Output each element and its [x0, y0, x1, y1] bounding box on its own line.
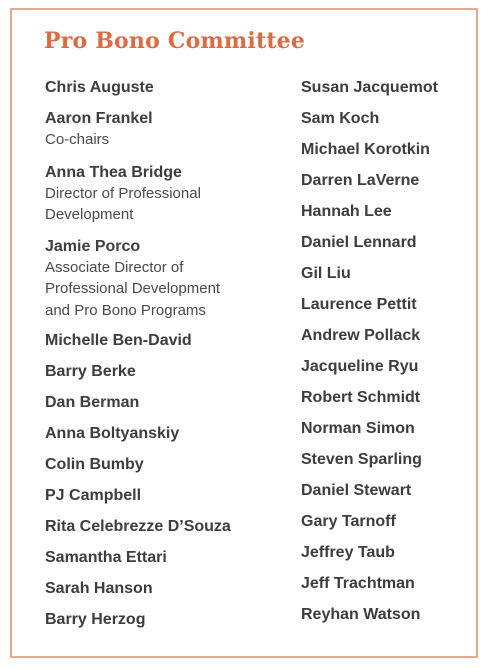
committee-member-entry: [45, 455, 231, 475]
committee-member-entry: [301, 543, 438, 563]
committee-member-entry: [301, 481, 438, 501]
member-name: Susan Jacquemot: [301, 79, 438, 96]
member-name: Jacqueline Ryu: [301, 358, 419, 375]
committee-member-entry: [45, 237, 231, 322]
committee-member-entry: [301, 605, 438, 625]
page-title: Pro Bono Committee: [44, 28, 306, 54]
member-name: Jamie Porco: [45, 237, 141, 255]
member-name: Michael Korotkin: [301, 141, 430, 158]
member-name: Norman Simon: [301, 420, 415, 437]
member-name: Andrew Pollack: [301, 327, 421, 344]
member-role: Co-chairs: [45, 131, 110, 148]
member-name: Chris Auguste: [45, 79, 154, 96]
committee-member-entry: [45, 362, 231, 382]
committee-member-entry: [45, 163, 231, 226]
member-name: Steven Sparling: [301, 451, 422, 468]
member-name: Daniel Lennard: [301, 234, 417, 251]
member-role-line: and Pro Bono Programs: [45, 301, 206, 319]
member-name: Gil Liu: [301, 265, 351, 282]
member-name: Jeffrey Taub: [301, 544, 395, 561]
committee-member-entry: [301, 450, 438, 470]
committee-member-entry: [301, 202, 438, 222]
committee-member-entry: [301, 233, 438, 253]
committee-member-entry: [45, 393, 231, 413]
member-name: Darren LaVerne: [301, 172, 420, 189]
committee-member-entry: [45, 486, 231, 506]
committee-member-entry: [301, 388, 438, 408]
member-name: Sam Koch: [301, 110, 380, 127]
committee-member-entry: [45, 424, 231, 444]
member-name: Jeff Trachtman: [301, 575, 415, 592]
member-name: Robert Schmidt: [301, 389, 421, 406]
committee-member-entry: [301, 326, 438, 346]
committee-member-entry: [301, 264, 438, 284]
member-name: Gary Tarnoff: [301, 513, 396, 530]
member-role-line: Associate Director of: [45, 258, 184, 276]
member-name: Rita Celebrezze D’Souza: [45, 518, 231, 535]
member-name: Reyhan Watson: [301, 606, 421, 623]
member-role-line: Director of Professional: [45, 184, 201, 202]
committee-member-entry: [45, 548, 231, 568]
committee-member-entry: [45, 78, 231, 98]
right-column: [301, 78, 438, 636]
committee-member-entry: [301, 171, 438, 191]
member-name: Samantha Ettari: [45, 549, 167, 566]
committee-member-entry: [301, 78, 438, 98]
committee-member-entry: [301, 574, 438, 594]
member-name: Barry Herzog: [45, 611, 146, 628]
committee-member-entry: [45, 109, 231, 151]
committee-member-entry: [301, 419, 438, 439]
committee-member-entry: [45, 579, 231, 599]
member-name: Barry Berke: [45, 363, 136, 380]
member-name: Michelle Ben-David: [45, 332, 192, 349]
member-name: Daniel Stewart: [301, 482, 412, 499]
member-role-line: Professional Development: [45, 280, 221, 297]
committee-member-entry: [301, 109, 438, 129]
committee-member-entry: [45, 610, 231, 630]
member-name: Aaron Frankel: [45, 110, 153, 127]
committee-member-entry: [301, 512, 438, 532]
committee-member-entry: [301, 140, 438, 160]
committee-member-entry: [301, 295, 438, 315]
left-column: [45, 78, 231, 630]
member-name: Dan Berman: [45, 394, 140, 411]
member-name: Sarah Hanson: [45, 580, 153, 597]
member-name: Anna Thea Bridge: [45, 163, 182, 181]
member-name: PJ Campbell: [45, 487, 142, 504]
member-name: Anna Boltyanskiy: [45, 425, 180, 442]
member-name: Hannah Lee: [301, 203, 392, 220]
member-name: Colin Bumby: [45, 456, 144, 473]
member-name: Laurence Pettit: [301, 296, 417, 313]
committee-member-entry: [45, 331, 231, 351]
committee-member-entry: [45, 517, 231, 537]
member-role-line: Development: [45, 206, 134, 223]
committee-member-entry: [301, 357, 438, 377]
